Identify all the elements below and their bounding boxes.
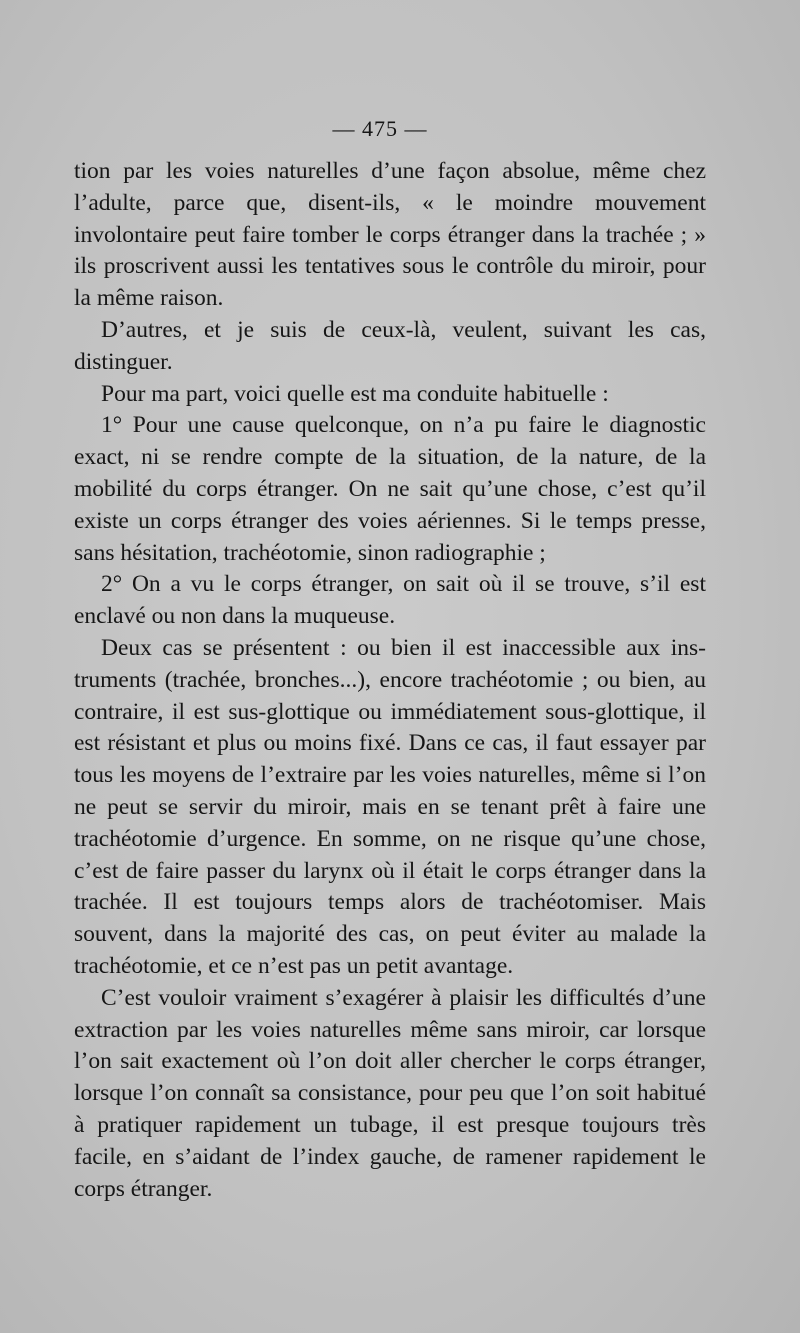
body-text [74,156,706,1205]
paragraph-two-cases: Deux cas se présentent : ou bien il est inaccessible aux instruments (trachée, bronches...), encore trachéotomie ; ou bien, au contraire, il est sus-glottique ou immédiatement sous-glottique, il est résistant et plus ou moins fixé. Dans ce cas, il faut essayer par tous les moyens de l’extraire par les voies naturelles, même si l’on ne peut se servir du miroir, mais en se tenant prêt à faire une trachéotomie d’urgence. En somme, on ne risque qu’une chose, c’est de faire passer du larynx où il était le corps étranger dans la trachée. Il est toujours temps alors de trachéotomiser. Mais souvent, dans la majorité des cas, on peut éviter au malade la trachéotomie, et ce n’est pas un petit avantage. [74,634,706,979]
paragraph-others-distinguish: D’autres, et je suis de ceux-là, veulent, suivant les cas, distinguer. [74,316,706,375]
paragraph-case-1: 1° Pour une cause quelconque, on n’a pu faire le diagnostic exact, ni se rendre compte de la situation, de la nature, de la mobilité du corps étranger. On ne sait qu’une chose, c’est qu’il existe un corps étranger des voies aériennes. Si le temps presse, sans hésitation, trachéotomie, sinon radiographie ; [74,412,706,566]
paragraph-my-conduct: Pour ma part, voici quelle est ma conduite habituelle : [101,380,609,407]
page-number: — 475 — [332,116,428,141]
paragraph-conclusion: C’est vouloir vraiment s’exagérer à plaisir les difficultés d’une extraction par les voies naturelles même sans miroir, car lorsque l’on sait exactement où l’on doit aller chercher le corps étranger, lorsque l’on connaît sa consistance, pour peu que l’on soit habitué à pratiquer rapidement un tubage, il est presque toujours très facile, en s’aidant de l’index gauche, de ramener rapidement le corps étranger. [74,984,706,1202]
paragraph-case-2: 2° On a vu le corps étranger, on sait où il se trouve, s’il est enclavé ou non dans la muqueuse. [74,571,706,630]
paragraph-continuation: tion par les voies naturelles d’une façon absolue, même chez l’adulte, parce que, disent-ils, « le moindre mouvement involontaire peut faire tomber le corps étranger dans la trachée ; » ils proscrivent aussi les tentatives sous le contrôle du miroir, pour la même raison. [74,158,706,312]
